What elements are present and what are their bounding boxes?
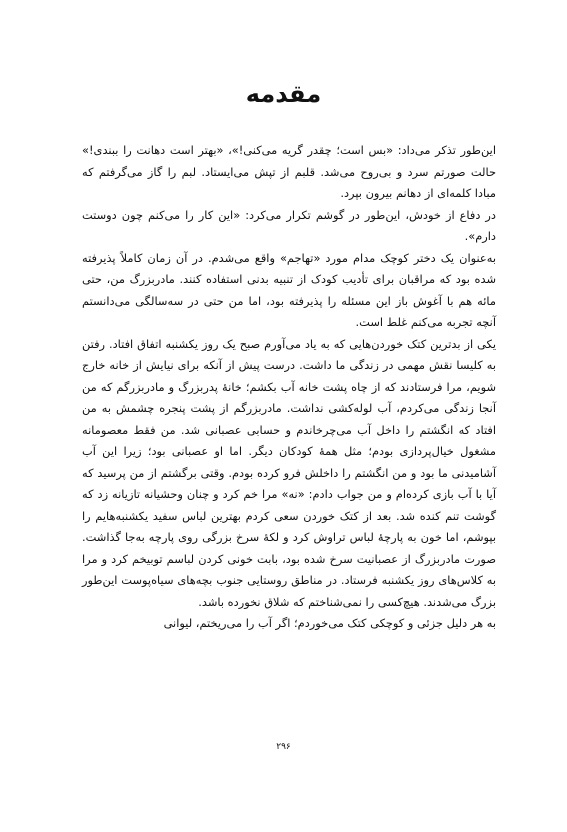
- page-title: مقدمه: [245, 80, 322, 108]
- body-text: [82, 140, 496, 635]
- paragraph: به هر دلیل جزئی و کوچکی کتک می‌خوردم؛ اگر آب را می‌ریختم، لیوانی: [163, 616, 496, 630]
- page-number: ۲۹۶: [276, 742, 291, 752]
- paragraph: به‌عنوان یک دختر کوچک مدام مورد «تهاجم» واقع می‌شدم. در آن زمان کاملاً پذیرفته شده بود که مراقبان برای تأدیب کودک از تنبیه بدنی استفاده کنند. مادربزرگ من، حتی مائه هم با آغوش باز این مسئله را پذیرفته بود، اما من حتی در سه‌سالگی می‌دانستم آنچه تجربه می‌کنم غلط است.: [82, 250, 496, 329]
- paragraph: این‌طور تذکر می‌داد: «بس است؛ چقدر گریه می‌کنی!»، «بهتر است دهانت را ببندی!» حالت صورتم سرد و بی‌روح می‌شد. قلبم از تپش می‌ایستاد. لبم را گاز می‌گرفتم که مبادا کلمه‌ای از دهانم بیرون بپرد.: [82, 143, 496, 200]
- paragraph: یکی از بدترین کتک خوردن‌هایی که به یاد می‌آورم صبح یک روز یکشنبه اتفاق افتاد. رفتن به کلیسا نقش مهمی در زندگی ما داشت. درست پیش از آنکه برای نیایش از خانه خارج شویم، مرا فرستادند که از چاه پشت خانه آب بکشم؛ خانهٔ پدربزرگ و مادربزرگم که من آنجا زندگی می‌کردم، آب لوله‌کشی نداشت. مادربزرگم از پشت پنجره چشمش به من افتاد که انگشتم را داخل آب می‌چرخاندم و حسابی عصبانی شد. من فقط معصومانه مشغول خیال‌پردازی بودم؛ مثل همهٔ کودکان دیگر. اما او عصبانی بود؛ زیرا این آب آشامیدنی ما بود و من انگشتم را داخلش فرو کرده بودم. وقتی برگشتم از من پرسید که آیا با آب بازی کرده‌ام و من جواب دادم: «نه» مرا خم کرد و چنان وحشیانه تازیانه زد که گوشت تنم کنده شد. بعد از کتک خوردن سعی کردم بهترین لباس سفید یکشنبه‌هایم را بپوشم، اما خون به پارچهٔ لباس تراوش کرد و لکهٔ سرخ بزرگی روی پارچه به‌جا گذاشت. صورت مادربزرگ از عصبانیت سرخ شده بود، بابت خونی کردن لباسم توبیخم کرد و مرا به کلاس‌های روز یکشنبه فرستاد. در مناطق روستایی جنوب بچه‌های سیاه‌پوست این‌طور بزرگ می‌شدند. هیچ‌کسی را نمی‌شناختم که شلاق نخورده باشد.: [82, 336, 496, 609]
- paragraph: در دفاع از خودش، این‌طور در گوشم تکرار می‌کرد: «این کار را می‌کنم چون دوستت دارم».: [82, 207, 496, 243]
